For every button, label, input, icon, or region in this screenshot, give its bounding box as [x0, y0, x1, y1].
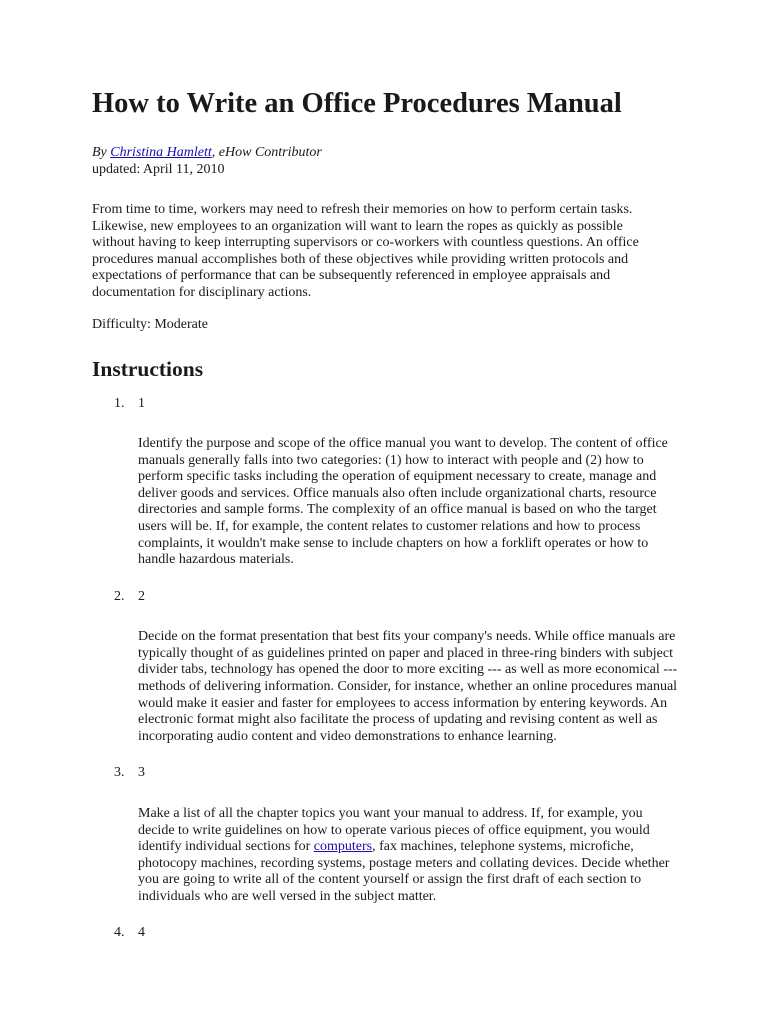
step-text: Decide on the format presentation that best fits your company's needs. While office manuals are typically thought of as guidelines printed on paper and placed in three-ring binders with subject divider tabs, technology has opened the door to more exciting --- as well as more economical --- methods of delivering information. Consider, for instance, whether an online procedures manual would make it easier and faster for employees to access information by entering keywords. An electronic format might also facilitate the process of updating and revising content as well as incorporating audio content and video demonstrations to enhance learning. [138, 629, 678, 744]
instructions-heading: Instructions [92, 356, 204, 381]
step-item [92, 925, 676, 942]
step-item [92, 589, 676, 746]
author-link[interactable]: Christina Hamlett [110, 145, 212, 160]
byline-suffix: , eHow Contributor [211, 145, 322, 160]
step-text-before-link: Make a list of all the chapter topics you want your manual to address. If, for example, you decide to write guidelines on how to operate various pieces of office equipment, you would identify individual sections for [138, 805, 650, 855]
step-text-after-link: , fax machines, telephone systems, microfiche, photocopy machines, recording systems, postage meters and collating devices. Decide whether you are going to write all of the content yourself or assign the first draft of each section to individuals who are well versed in the subject matter. [138, 839, 670, 904]
computers-link[interactable]: computers [313, 839, 373, 855]
step-marker: 4. [114, 925, 125, 941]
intro-paragraph: From time to time, workers may need to refresh their memories on how to perform certain tasks. Likewise, new employees to an organization will want to learn the ropes as quickly as possible without having to keep interrupting supervisors or co-workers with countless questions. An office procedures manual accomplishes both of these objectives while providing written protocols and expectations of performance that can be subsequently referenced in employee appraisals and documentation for disciplinary actions. [92, 202, 639, 300]
step-marker: 1. [114, 395, 125, 411]
difficulty-label: Difficulty: Moderate [92, 317, 208, 332]
step-number: 3 [138, 765, 145, 781]
step-number: 1 [138, 395, 145, 411]
instructions-list [92, 396, 676, 942]
step-text: Identify the purpose and scope of the office manual you want to develop. The content of office manuals generally falls into two categories: (1) how to interact with people and (2) how to perform specific tasks including the operation of equipment necessary to create, manage and deliver goods and services. Office manuals also often include organizational charts, resource directories and sample forms. The complexity of an office manual is based on who the target users will be. If, for example, the content relates to customer relations and how to process complaints, it wouldn't make sense to include chapters on how a forklift operates or how to handle hazardous materials. [138, 436, 668, 568]
byline-prefix: By [92, 145, 111, 160]
step-number: 2 [138, 588, 145, 604]
step-item [92, 396, 676, 569]
step-text [138, 806, 678, 906]
step-marker: 2. [114, 588, 125, 604]
updated-date: updated: April 11, 2010 [92, 162, 225, 177]
article-title: How to Write an Office Procedures Manual [92, 88, 622, 119]
step-marker: 3. [114, 765, 125, 781]
byline [92, 144, 676, 161]
step-item [92, 765, 676, 905]
step-number: 4 [138, 925, 145, 941]
